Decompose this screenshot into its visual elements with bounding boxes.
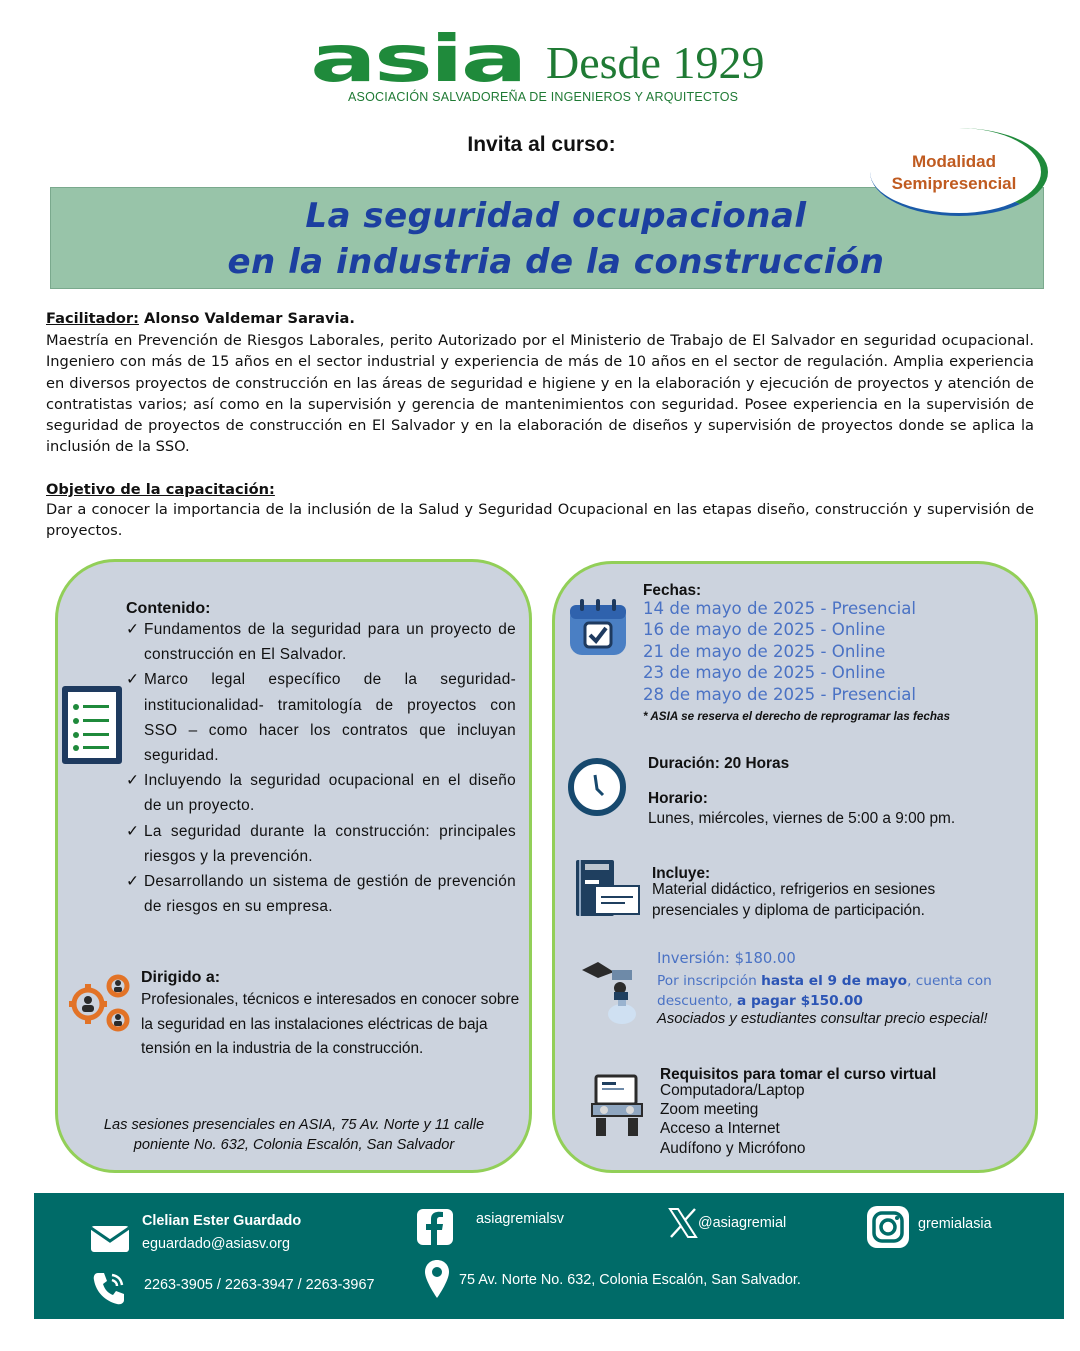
logo-desde: Desde 1929 <box>546 37 765 88</box>
contenido-item: ✓ Incluyendo la seguridad ocupacional en el diseño de un proyecto. <box>126 768 516 818</box>
contact-phones: 2263-3905 / 2263-3947 / 2263-3967 <box>144 1277 375 1293</box>
modalidad-badge <box>870 128 1048 216</box>
incluye-heading: Incluye: <box>652 865 711 882</box>
requisitos-list <box>660 1081 805 1158</box>
course-title-line1: La seguridad ocupacional <box>305 196 807 236</box>
footer-address: 75 Av. Norte No. 632, Colonia Escalón, San Salvador. <box>459 1272 801 1288</box>
fecha-item: 16 de mayo de 2025 - Online <box>643 620 886 640</box>
requisitos-heading: Requisitos para tomar el curso virtual <box>660 1066 937 1083</box>
check-icon: ✓ <box>126 621 140 638</box>
badge-line2: Semipresencial <box>891 174 1017 193</box>
envelope-icon <box>90 1225 130 1253</box>
fecha-item: 14 de mayo de 2025 - Presencial <box>643 599 917 618</box>
contenido-list <box>126 617 516 919</box>
badge-line1: Modalidad <box>911 152 997 171</box>
invita-heading: Invita al curso: <box>467 133 616 156</box>
duracion-text: Duración: 20 Horas <box>648 755 790 772</box>
check-icon: ✓ <box>126 822 140 840</box>
instagram-icon[interactable] <box>866 1205 910 1249</box>
facebook-handle[interactable]: asiagremialsv <box>476 1211 564 1227</box>
dirigido-text: Profesionales, técnicos e interesados en conocer sobre la seguridad en las instalaciones eléctricas de baja tensión en la industria de la construcción. <box>141 991 520 1057</box>
objective-heading: Objetivo de la capacitación: <box>46 481 275 498</box>
horario-text: Lunes, miércoles, viernes de 5:00 a 9:00 pm. <box>648 810 956 827</box>
fechas-list <box>643 598 916 705</box>
fechas-note: * ASIA se reserva el derecho de reprogramar las fechas <box>643 710 951 723</box>
requisito-item: Computadora/Laptop <box>660 1082 805 1099</box>
badge-arc <box>870 128 1048 216</box>
inversion-special: Asociados y estudiantes consultar precio especial! <box>657 1011 988 1027</box>
contenido-item: ✓ Desarrollando un sistema de gestión de prevención de riesgos en su empresa. <box>126 869 516 919</box>
clock-icon <box>567 757 627 817</box>
requisito-item: Audífono y Micrófono <box>660 1139 806 1157</box>
incluye-text: Material didáctico, refrigerios en sesiones presenciales y diploma de participación. <box>652 881 936 919</box>
x-handle[interactable]: @asiagremial <box>698 1215 787 1231</box>
contenido-heading: Contenido: <box>126 600 211 617</box>
contenido-item: ✓ Fundamentos de la seguridad para un proyecto de construcción en El Salvador. <box>126 617 516 667</box>
location-pin-icon <box>424 1259 450 1299</box>
fechas-heading: Fechas: <box>643 582 702 599</box>
contenido-item: ✓ Marco legal específico de la seguridad-institucionalidad- tramitología de proyectos con SSO – como hacer los contratos que incluyan seguridad. <box>126 667 516 768</box>
instagram-handle[interactable]: gremialasia <box>918 1216 992 1232</box>
fecha-item: 23 de mayo de 2025 - Online <box>643 663 886 683</box>
payment-hand-icon <box>580 960 642 1026</box>
phone-icon <box>90 1269 128 1307</box>
x-twitter-icon[interactable] <box>668 1207 698 1239</box>
facilitator-heading <box>46 308 1034 329</box>
people-gears-icon <box>66 972 134 1036</box>
logo-subtitle: ASOCIACIÓN SALVADOREÑA DE INGENIEROS Y ARQUITECTOS <box>348 90 739 104</box>
course-title-line2: en la industria de la construcción <box>227 242 885 282</box>
inversion-price: Inversión: $180.00 <box>657 950 796 967</box>
footer-contact-bar <box>34 1193 1064 1319</box>
requisito-item: Acceso a Internet <box>660 1120 780 1138</box>
fecha-item: 28 de mayo de 2025 - Presencial <box>643 684 917 704</box>
asia-logo <box>310 23 770 108</box>
contact-name: Clelian Ester Guardado <box>142 1213 302 1229</box>
sessions-location: Las sesiones presenciales en ASIA, 75 Av. Norte y 11 calle poniente No. 632, Colonia Escalón, San Salvador <box>103 1117 485 1153</box>
requisito-item: Zoom meeting <box>660 1101 759 1119</box>
dirigido-heading: Dirigido a: <box>141 969 221 986</box>
document-list-icon <box>61 685 123 765</box>
contact-email[interactable]: eguardado@asiasv.org <box>142 1236 290 1252</box>
check-icon: ✓ <box>126 873 140 891</box>
fecha-item: 21 de mayo de 2025 - Online <box>643 641 886 661</box>
facilitator-label: Facilitador: <box>46 310 139 327</box>
facebook-icon[interactable] <box>416 1208 454 1246</box>
horario-heading: Horario: <box>648 790 708 807</box>
inversion-discount: Por inscripción hasta el 9 de mayo, cuenta con descuento, a pagar $150.00 <box>657 973 992 1009</box>
manual-book-icon <box>573 858 643 918</box>
contenido-item: ✓ La seguridad durante la construcción: principales riesgos y la prevención. <box>126 819 516 869</box>
objective-text: Dar a conocer la importancia de la inclusión de la Salud y Seguridad Ocupacional en las etapas diseño, construcción y supervisión de proyectos. <box>46 501 1034 540</box>
check-icon: ✓ <box>126 772 140 790</box>
facilitator-name: Alonso Valdemar Saravia. <box>138 310 355 327</box>
laptop-user-icon <box>590 1074 646 1138</box>
calendar-check-icon <box>568 599 628 657</box>
facilitator-bio: Maestría en Prevención de Riesgos Laborales, perito Autorizado por el Ministerio de Trabajo de El Salvador en seguridad ocupacional. Ingeniero con más de 15 años en el sector industrial y experiencia de más de 10 años en el sector de regulación. Amplia experiencia en diversos proyectos de construcción en las áreas de seguridad e higiene y en la elaboración y ejecución de proyectos y atención de contratistas varios; así como en la supervisión y gerencia de mantenimientos con seguridad. Posee experiencia en la supervisión de seguridad de proyectos de construcción en El Salvador y en la elaboración de diseños y supervisión de proyectos donde se aplica la inclusión de la SSO. <box>46 332 1034 456</box>
logo-word: asia <box>310 23 525 97</box>
check-icon: ✓ <box>126 671 140 689</box>
